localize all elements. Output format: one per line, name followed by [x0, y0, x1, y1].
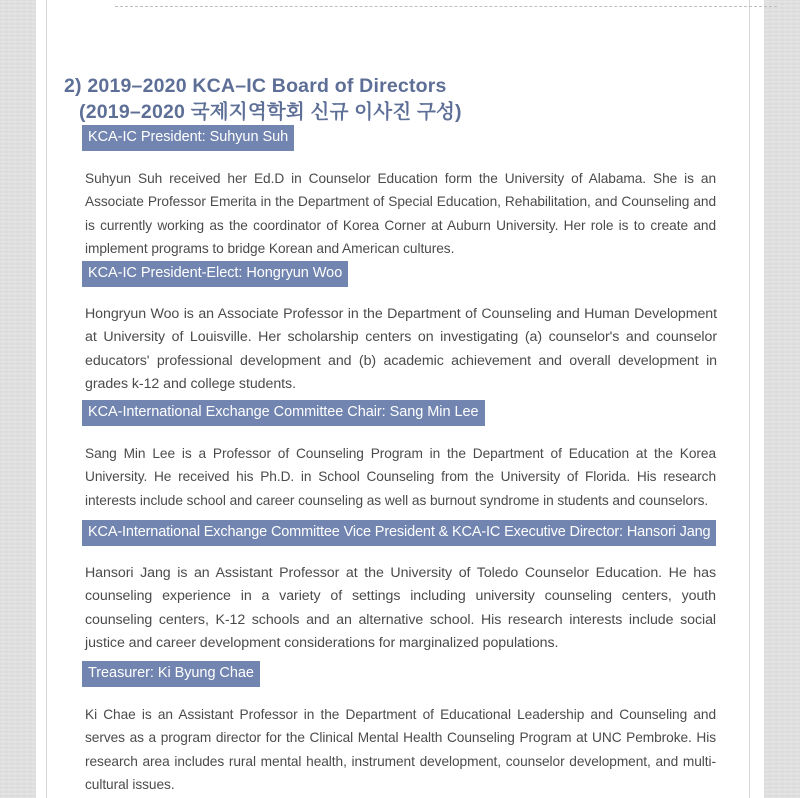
section-body-treasurer: Ki Chae is an Assistant Professor in the Department of Educational Leadership and Counseling and serves as a program director for the Clinical Mental Health Counseling Program at UNC Pembroke. His research area includes rural mental health, instrument development, counselor development, and multi-cultural issues. — [85, 706, 716, 792]
section-heading-vice-president: KCA-International Exchange Committee Vice President & KCA-IC Executive Director: Hansori Jang — [82, 520, 716, 546]
section-heading-exchange-chair: KCA-International Exchange Committee Chair: Sang Min Lee — [82, 400, 485, 426]
board-member-section — [82, 261, 716, 397]
section-heading-president-elect: KCA-IC President-Elect: Hongryun Woo — [82, 261, 348, 287]
section-body-vice-president: Hansori Jang is an Assistant Professor at the University of Toledo Counselor Education. He has counseling experience in a variety of settings including university counseling centers, youth counseling centers, K-12 schools and an alternative school. His research interests include social justice and career development considerations for marginalized populations. — [85, 564, 716, 651]
section-body-president: Suhyun Suh received her Ed.D in Counselor Education form the University of Alabama. She is an Associate Professor Emerita in the Department of Special Education, Rehabilitation, and Counseling and is currently working as the coordinator of Korea Corner at Auburn University. Her role is to create and implement programs to bridge Korean and American cultures. — [85, 170, 716, 256]
board-member-section — [82, 661, 716, 797]
section-heading-president: KCA-IC President: Suhyun Suh — [82, 125, 294, 151]
page-title-line-en: 2) 2019–2020 KCA–IC Board of Directors — [64, 75, 447, 97]
section-heading-treasurer: Treasurer: Ki Byung Chae — [82, 661, 260, 687]
page-title-line-ko: (2019–2020 국제지역학회 신규 이사진 구성) — [79, 101, 462, 123]
board-member-section — [82, 400, 716, 512]
section-body-exchange-chair: Sang Min Lee is a Professor of Counseling Program in the Department of Education at the Korea University. He received his Ph.D. in School Counseling from the University of Florida. His research interests include school and career counseling as well as burnout syndrome in students and counselors. — [85, 445, 716, 508]
board-member-section — [82, 125, 716, 261]
page-gutter-left — [0, 0, 36, 798]
page-gutter-right — [764, 0, 800, 798]
section-body-president-elect: Hongryun Woo is an Associate Professor in the Department of Counseling and Human Development at University of Louisville. Her scholarship centers on investigating (a) counselor's and counselor educators' professional development and (b) academic achievement and overall development in grades k-12 and college students. — [85, 305, 717, 392]
top-dashed-divider — [115, 6, 777, 7]
board-member-section — [82, 520, 716, 656]
